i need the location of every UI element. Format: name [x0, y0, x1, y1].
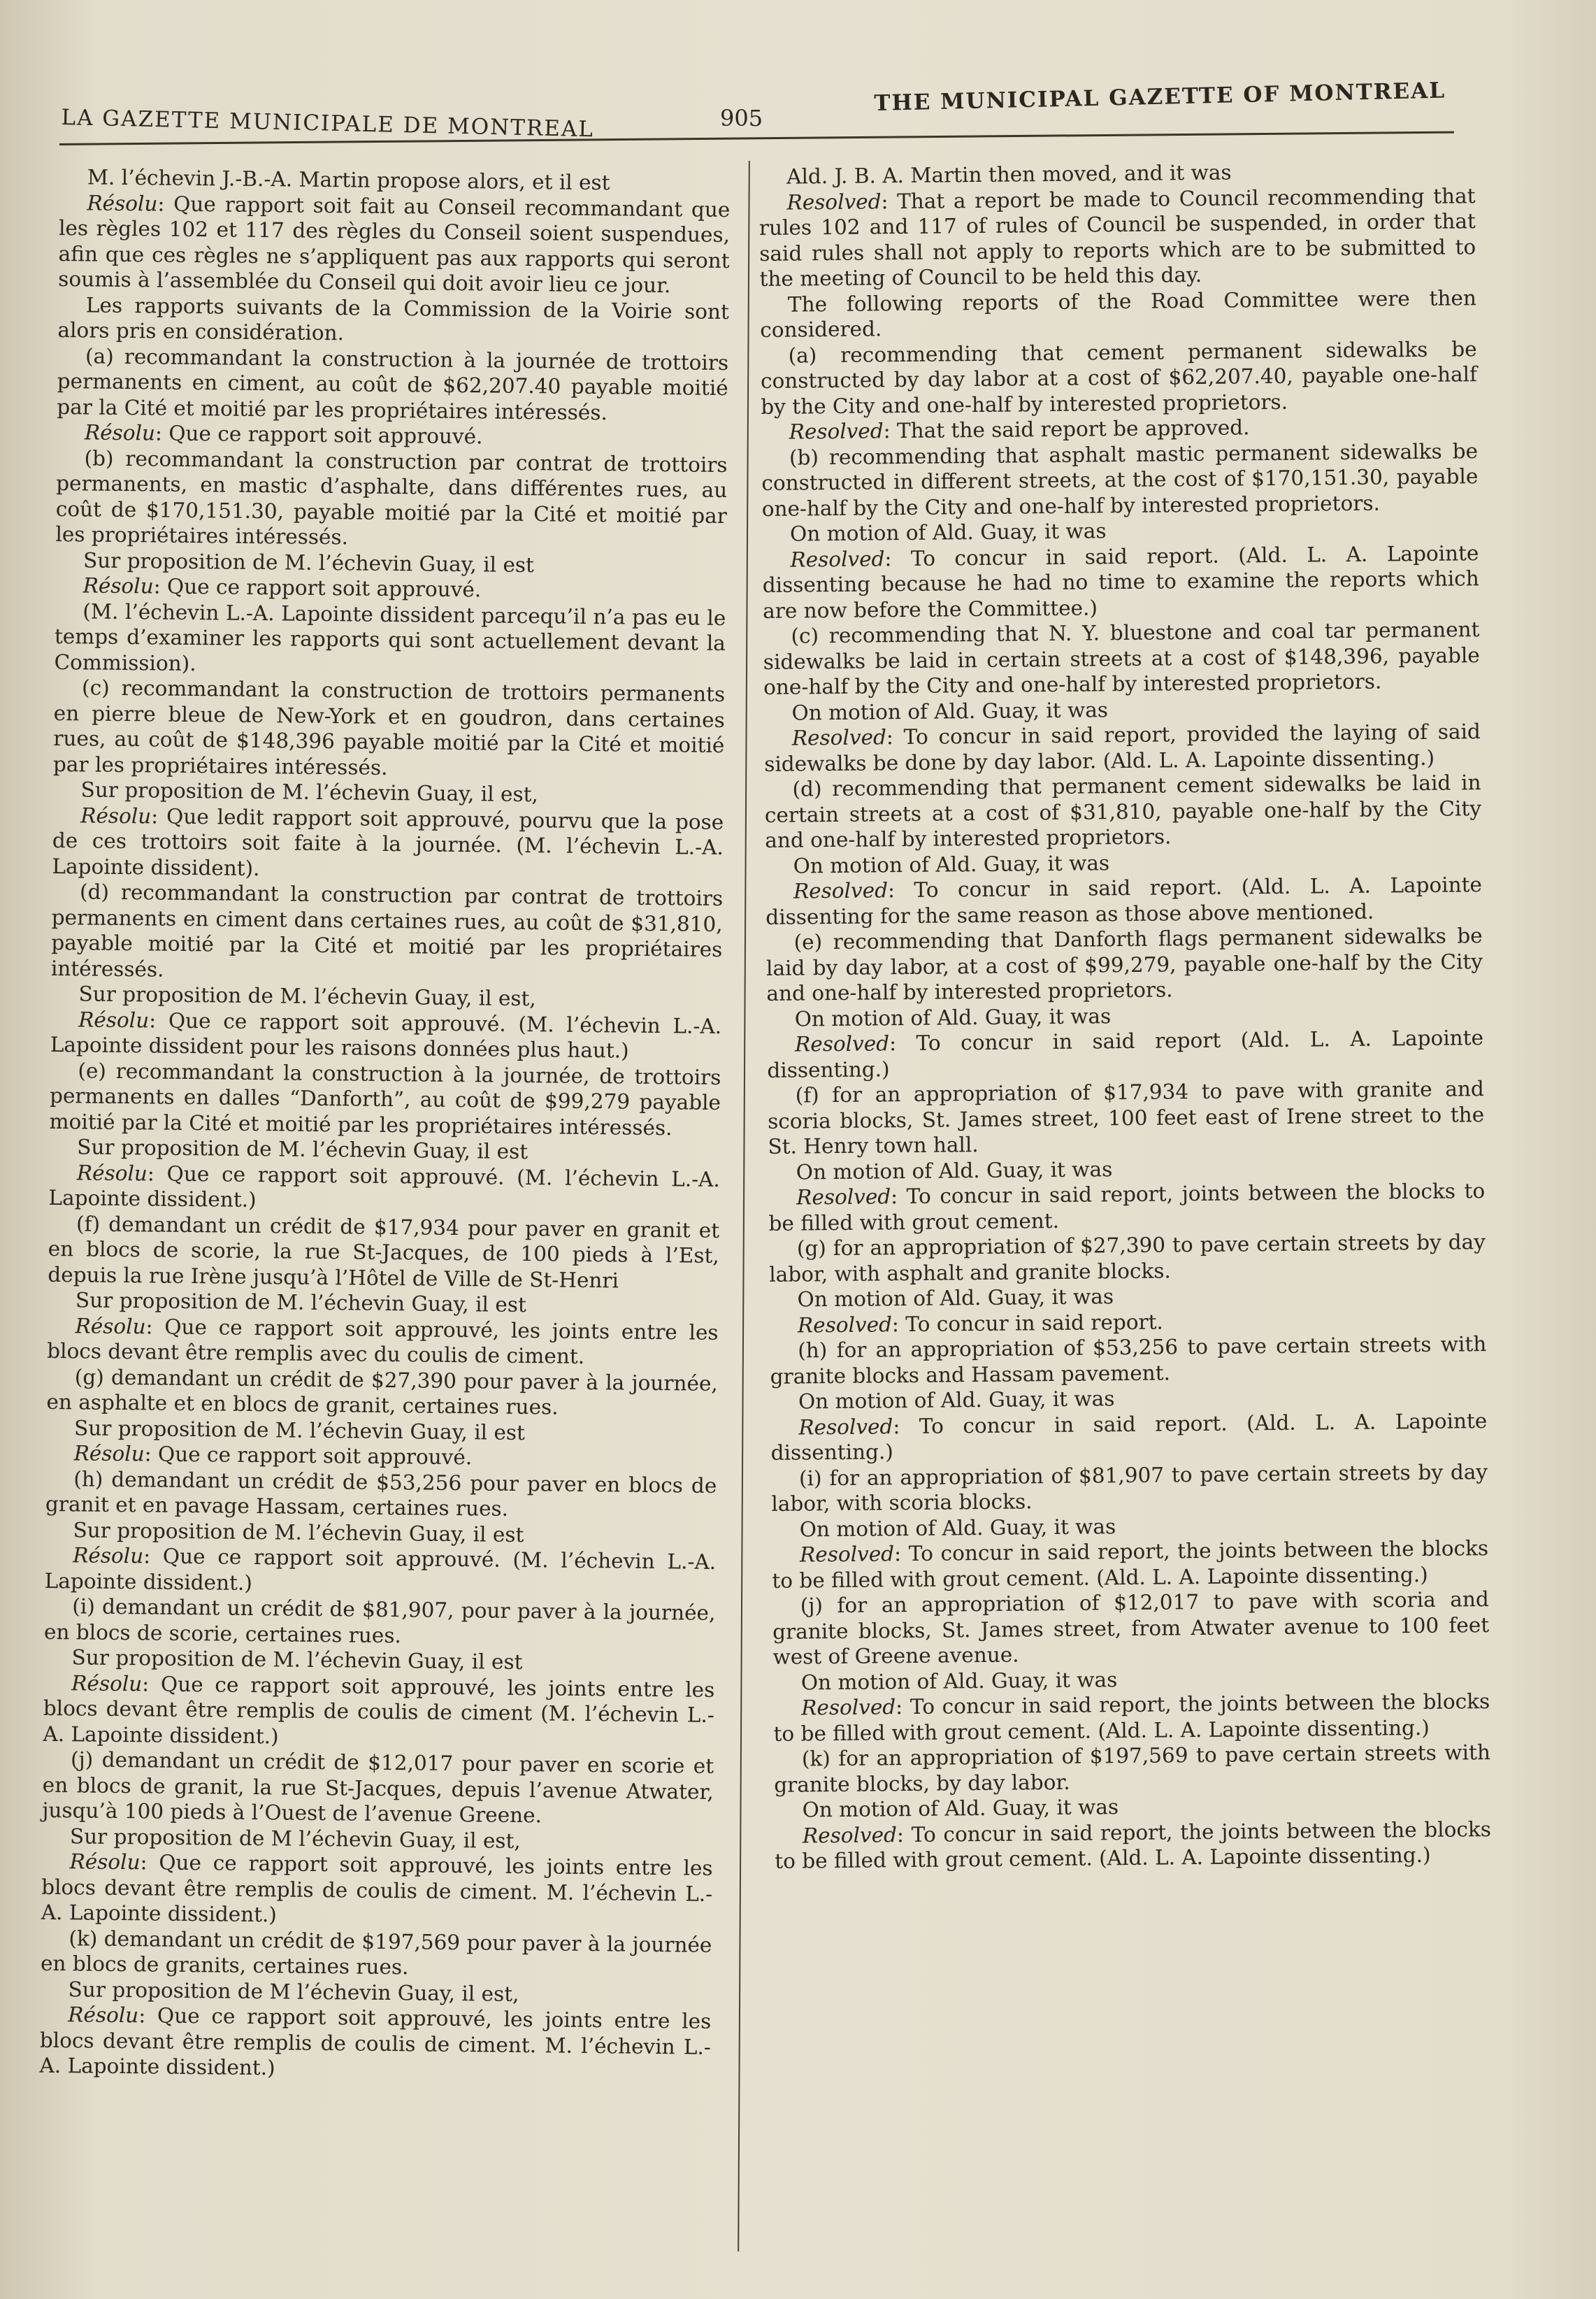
paragraph: M. l’échevin J.-B.-A. Martin propose alors, et il est	[87, 165, 610, 195]
paragraph: (j) for an appropriation of $12,017 to pave with scoria and granite blocks, St. James street, from Atwater avenue to 100 feet west of Greene avenue.	[772, 1587, 1490, 1669]
paragraph: (h) for an appropriation of $53,256 to pave certain streets with granite blocks and Hassam pavement.	[770, 1332, 1487, 1389]
paragraph: Résolu: Que ce rapport soit approuvé, les joints entre les blocs devant être remplis de coulis de ciment. M. l’échevin L.-A. Lapointe dissident.)	[39, 2003, 712, 2080]
paragraph: (a) recommandant la construction à la journée de trottoirs permanents en ciment, au coût de $62,207.40 payable moitié par la Cité et moitié par les propriétaires intéressés.	[57, 343, 729, 424]
paragraph: On motion of Ald. Guay, it was	[794, 1003, 1112, 1031]
paragraph: Ald. J. B. A. Martin then moved, and it was	[786, 160, 1232, 189]
paragraph: On motion of Ald. Guay, it was	[799, 1514, 1116, 1542]
paragraph: The following reports of the Road Committee were then considered.	[760, 285, 1477, 342]
paragraph: Résolu: Que ce rapport soit approuvé, les joints entre les blocs devant être remplis de coulis de ciment. M. l’échevin L.-A. Lapointe dissident.)	[41, 1849, 713, 1927]
paragraph: Résolu: Que ce rapport soit approuvé.	[84, 420, 483, 449]
english-column	[759, 157, 1491, 1874]
paragraph: (d) recommending that permanent cement sidewalks be laid in certain streets at a cost of $31,810, payable one-half by the City and one-half by interested proprietors.	[764, 771, 1482, 852]
header-english-title: THE MUNICIPAL GAZETTE OF MONTREAL	[874, 78, 1446, 116]
paragraph: On motion of Ald. Guay, it was	[791, 697, 1109, 725]
paragraph: Sur proposition de M. l’échevin Guay, il est	[82, 547, 535, 577]
paragraph: Résolu: Que ce rapport soit approuvé.	[82, 573, 482, 602]
paragraph: Resolved: To concur in said report, the joints between the blocks to be filled with grout cement. (Ald. L. A. Lapointe dissenting.)	[773, 1689, 1490, 1746]
paragraph: Sur proposition de M. l’échevin Guay, il est	[71, 1645, 523, 1675]
paragraph: Sur proposition de M. l’échevin Guay, il est	[73, 1517, 524, 1547]
paragraph: (M. l’échevin L.-A. Lapointe dissident parcequ’il n’a pas eu le temps d’examiner les rapports qui sont actuellement devant la Commission).	[54, 599, 726, 675]
paragraph: (h) demandant un crédit de $53,256 pour paver en blocs de granit et en pavage Hassam, certaines rues.	[45, 1466, 717, 1521]
paragraph: (e) recommandant la construction à la journée, de trottoirs permanents en dalles “Danforth”, au coût de $99,279 payable moitié par la Cité et moitié par les propriétaires intéressés.	[49, 1058, 721, 1140]
paragraph: Resolved: To concur in said report (Ald. L. A. Lapointe dissenting.)	[767, 1026, 1484, 1082]
paragraph: Résolu: Que ce rapport soit approuvé, les joints entre les blocs devant être remplis avec du coulis de ciment.	[47, 1313, 719, 1368]
paragraph: (a) recommending that cement permanent sidewalks be constructed by day labor at a cost of $62,207.40, payable one-half by the City and one-half by interested proprietors.	[760, 336, 1478, 419]
paragraph: (i) demandant un crédit de $81,907, pour paver à la journée, en blocs de scorie, certaines rues.	[43, 1594, 716, 1647]
paragraph: Sur proposition de M. l’échevin Guay, il est	[75, 1288, 526, 1317]
paragraph: Résolu: Que ledit rapport soit approuvé, pourvu que la pose de ces trottoirs soit faite à la journée. (M. l’échevin L.-A. Lapointe dissident).	[52, 803, 724, 880]
paragraph: Resolved: To concur in said report. (Ald. L. A. Lapointe dissenting for the same reason as those above mentioned.	[765, 873, 1483, 929]
paragraph: Resolved: That a report be made to Council recommending that rules 102 and 117 of rules of Council be suspended, in order that said rules shall not apply to reports which are to be submitted to the meeting of Council to be held this day.	[759, 183, 1476, 291]
paragraph: Résolu: Que rapport soit fait au Conseil recommandant que les règles 102 et 117 des règles du Conseil soient suspendues, afin que ces règles ne s’appliquent pas aux rapports qui seront soumis à l’assemblée du Conseil qui doit avoir lieu ce jour.	[58, 190, 731, 298]
paragraph: Resolved: To concur in said report. (Ald. L. A. Lapointe dissenting because he had no time to examine the reports which are now before the Committee.)	[762, 540, 1479, 623]
header-french-title: LA GAZETTE MUNICIPALE DE MONTREAL	[61, 105, 595, 143]
paragraph: On motion of Ald. Guay, it was	[797, 1284, 1114, 1312]
paragraph: (c) recommandant la construction de trottoirs permanents en pierre bleue de New-York et en goudron, dans certaines rues, au coût de $148,396 payable moitié par la Cité et moitié par les propriétaires intéressés.	[52, 675, 726, 780]
paragraph: Resolved: To concur in said report.	[797, 1310, 1163, 1338]
paragraph: Resolved: To concur in said report, provided the laying of said sidewalks be done by day labor. (Ald. L. A. Lapointe dissenting.)	[764, 719, 1481, 776]
paragraph: Sur proposition de M. l’échevin Guay, il est	[77, 1135, 529, 1164]
french-column	[39, 164, 731, 2085]
paragraph: On motion of Ald. Guay, it was	[796, 1156, 1113, 1184]
page-number: 905	[720, 105, 763, 131]
paragraph: (k) demandant un crédit de $197,569 pour paver à la journée en blocs de granits, certaines rues.	[40, 1926, 712, 1979]
paragraph: (b) recommandant la construction par contrat de trottoirs permanents, en mastic d’asphalte, dans différentes rues, au coût de $170,151.30, payable moitié par la Cité et moitié par les propriétaires intéressés.	[55, 445, 728, 550]
paragraph: Résolu: Que ce rapport soit approuvé. (M. l’échevin L.-A. Lapointe dissident pour les raisons données plus haut.)	[50, 1007, 722, 1063]
paragraph: (j) demandant un crédit de $12,017 pour paver en scorie et en blocs de granit, la rue St-Jacques, depuis l’avenue Atwater, jusqu’à 100 pieds à l’Ouest de l’avenue Greene.	[42, 1747, 714, 1828]
paragraph: (k) for an appropriation of $197,569 to pave certain streets with granite blocks, by day labor.	[774, 1740, 1491, 1797]
paragraph: On motion of Ald. Guay, it was	[789, 519, 1107, 546]
paragraph: (c) recommending that N. Y. bluestone and coal tar permanent sidewalks be laid in certain streets at a cost of $148,396, payable one-half by the City and one-half by interested proprietors.	[763, 617, 1480, 699]
paragraph: (f) for an appropriation of $17,934 to pave with granite and scoria blocks, St. James street, 100 feet east of Irene street to the St. Henry town hall.	[767, 1077, 1485, 1159]
paragraph: Résolu: Que ce rapport soit approuvé.	[73, 1441, 473, 1470]
paragraph: Résolu: Que ce rapport soit approuvé. (M. l’échevin L.-A. Lapointe dissident.)	[44, 1543, 717, 1595]
paragraph: Sur proposition de M l’échevin Guay, il est,	[69, 1824, 521, 1853]
paragraph: (d) recommandant la construction par contrat de trottoirs permanents en ciment dans certaines rues, au coût de $31,810, payable moitié par la Cité et moitié par les propriétaires intéressés.	[50, 880, 724, 982]
column-divider	[738, 161, 750, 2251]
paragraph: Résolu: Que ce rapport soit approuvé. (M. l’échevin L.-A. Lapointe dissident.)	[48, 1160, 721, 1212]
paragraph: Sur proposition de M. l’échevin Guay, il est	[73, 1415, 526, 1445]
paragraph: On motion of Ald. Guay, it was	[800, 1667, 1118, 1695]
paragraph: Sur proposition de M. l’échevin Guay, il est,	[78, 982, 536, 1011]
paragraph: (f) demandant un crédit de $17,934 pour paver en granit et en blocs de scorie, la rue St-Jacques, de 100 pieds à l’Est, depuis la rue Irène jusqu’à l’Hôtel de Ville de St-Henri	[48, 1211, 720, 1292]
paragraph: On motion of Ald. Guay, it was	[793, 850, 1110, 878]
paragraph: Resolved: To concur in said report. (Ald. L. A. Lapointe dissenting.)	[770, 1408, 1488, 1465]
paragraph: Les rapports suivants de la Commission de la Voirie sont alors pris en considération.	[57, 292, 730, 345]
page-header	[56, 77, 1454, 143]
paragraph: On motion of Ald. Guay, it was	[802, 1795, 1119, 1822]
paragraph: Résolu: Que ce rapport soit approuvé, les joints entre les blocs devant être remplis de coulis de ciment (M. l’échevin L.-A. Lapointe dissident.)	[43, 1670, 715, 1748]
paragraph: On motion of Ald. Guay, it was	[798, 1387, 1115, 1414]
paragraph: (g) demandant un crédit de $27,390 pour paver à la journée, en asphalte et en blocs de granit, certaines rues.	[46, 1364, 718, 1419]
paragraph: (b) recommending that asphalt mastic permanent sidewalks be constructed in different streets, at the cost of $170,151.30, payable one-half by the City and one-half by interested proprietors.	[761, 438, 1479, 521]
paragraph: Resolved: That the said report be approved.	[789, 415, 1250, 444]
paragraph: Sur proposition de M. l’échevin Guay, il est,	[80, 778, 538, 807]
paragraph: Resolved: To concur in said report, the joints between the blocks to be filled with grout cement. (Ald. L. A. Lapointe dissenting.)	[775, 1817, 1492, 1873]
paragraph: (i) for an appropriation of $81,907 to pave certain streets by day labor, with scoria blocks.	[771, 1459, 1488, 1516]
paragraph: (e) recommending that Danforth flags permanent sidewalks be laid by day labor, at a cost of $99,279, payable one-half by the City and one-half by interested proprietors.	[765, 924, 1483, 1005]
paragraph: (g) for an appropriation of $27,390 to pave certain streets by day labor, with asphalt and granite blocks.	[769, 1230, 1486, 1287]
paragraph: Resolved: To concur in said report, joints between the blocks to be filled with grout cement.	[768, 1179, 1486, 1236]
paragraph: Resolved: To concur in said report, the joints between the blocks to be filled with grout cement. (Ald. L. A. Lapointe dissenting.)	[772, 1536, 1489, 1593]
paragraph: Sur proposition de M l’échevin Guay, il est,	[68, 1977, 519, 2006]
